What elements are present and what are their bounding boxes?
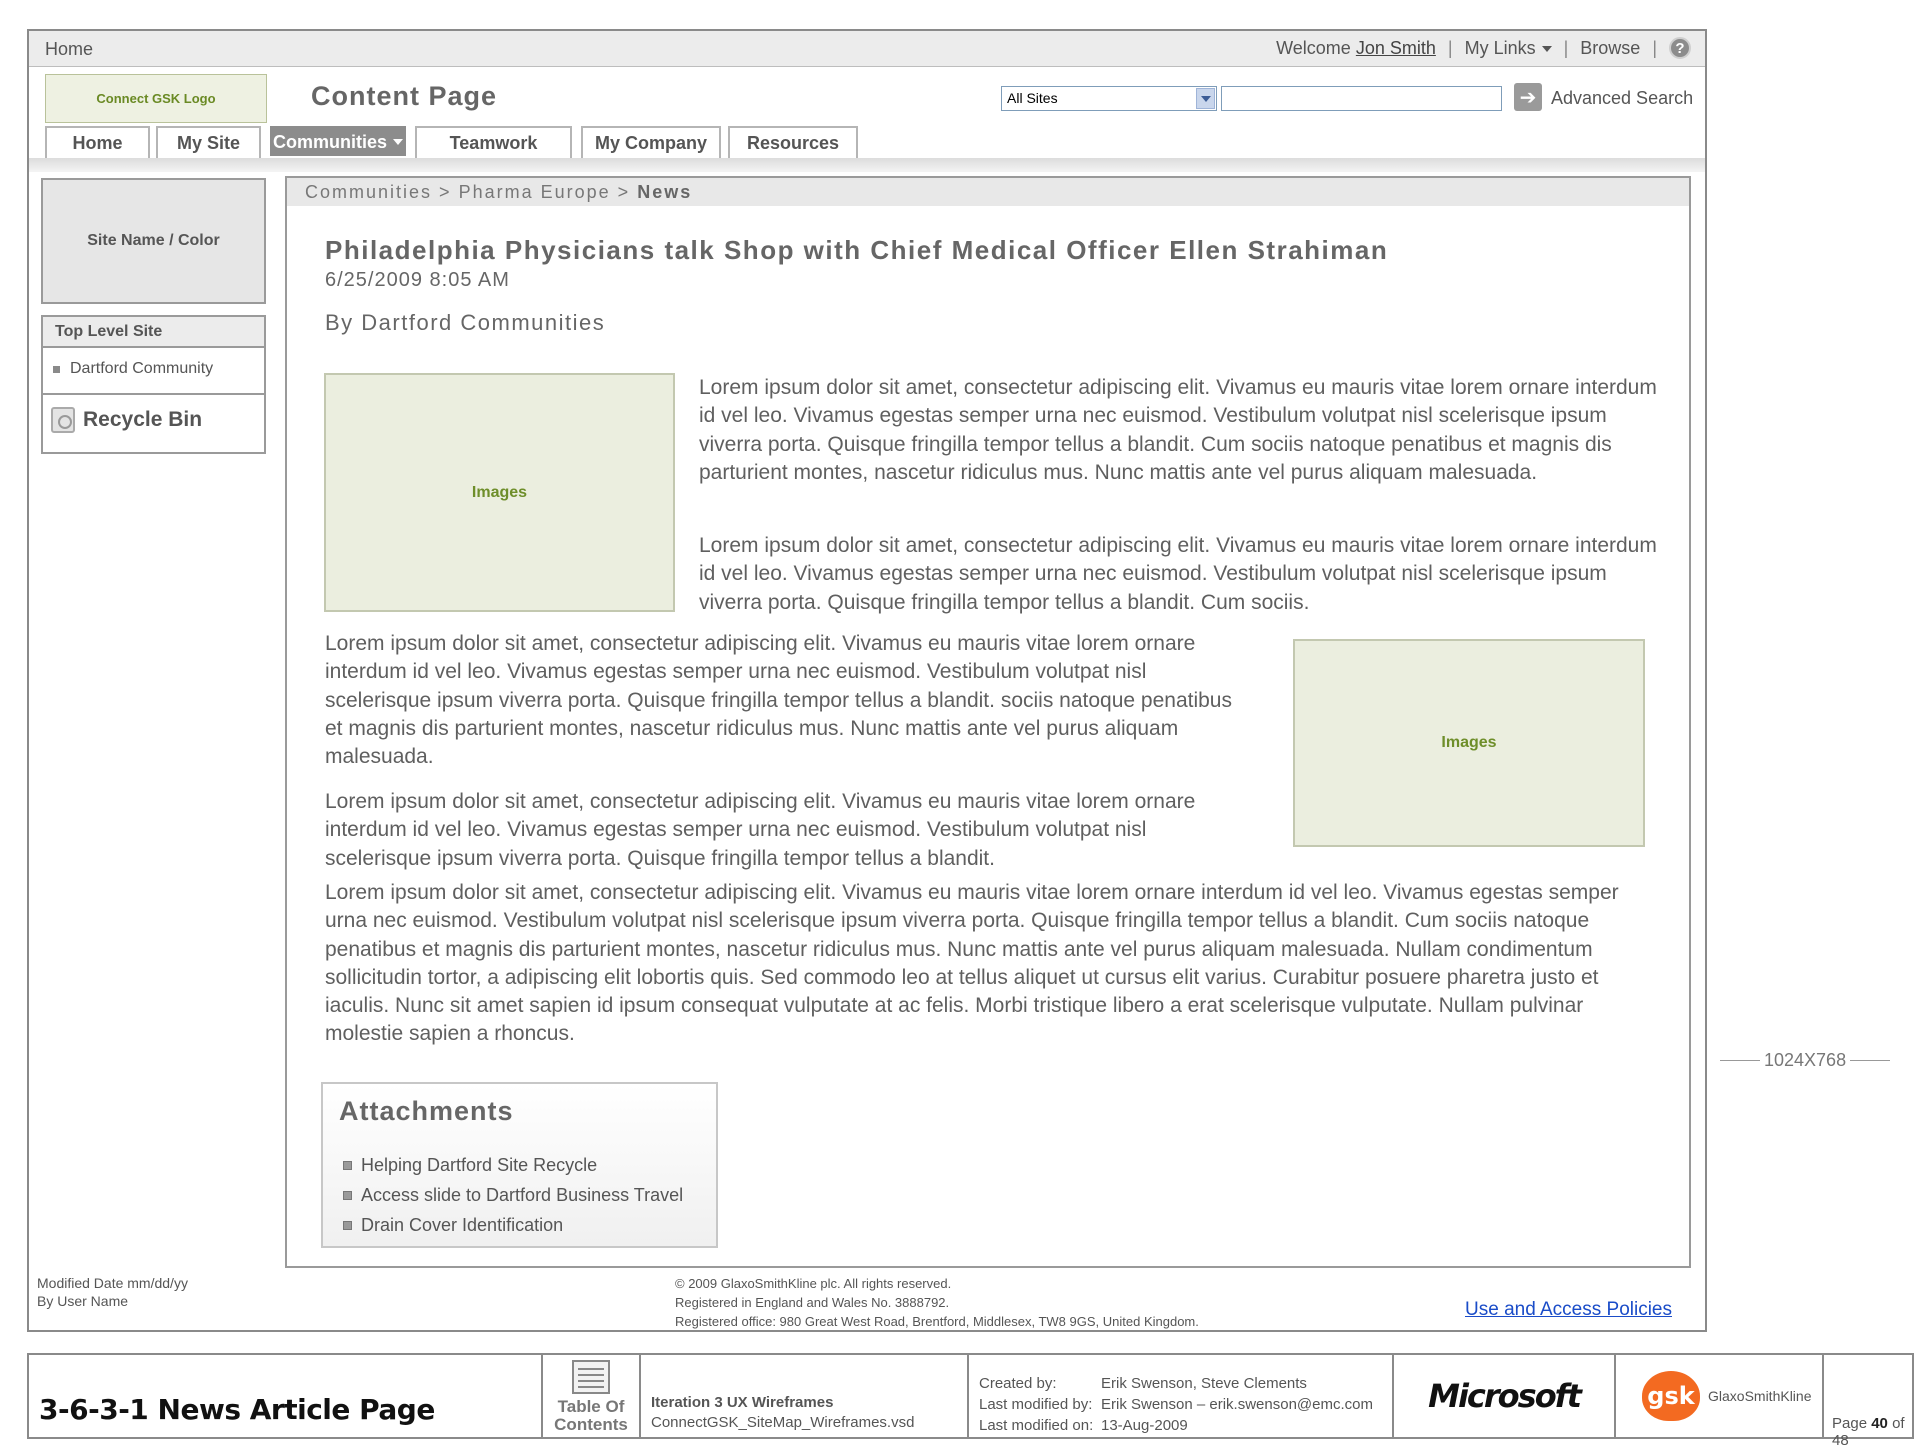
my-links-menu[interactable] (1465, 38, 1552, 59)
breadcrumb-current: News (637, 182, 693, 202)
tab-label: Home (72, 133, 123, 153)
article-paragraph-2: Lorem ipsum dolor sit amet, consectetur adipiscing elit. Vivamus eu mauris vitae lorem ornare interdum id vel leo. Vivamus egestas semper urna nec euismod. Vestibulum volutpat nisl scelerisque ipsum viverra porta. Quisque fringilla tempor tellus a blandit. Cum sociis. (699, 534, 1657, 614)
use-and-access-policies-link[interactable]: Use and Access Policies (1465, 1299, 1672, 1320)
divider (1850, 1060, 1890, 1061)
top-utility-bar (29, 31, 1705, 67)
separator: | (1652, 37, 1657, 58)
tab-label: My Site (176, 133, 241, 153)
article-paragraph-1: Lorem ipsum dolor sit amet, consectetur adipiscing elit. Vivamus eu mauris vitae lorem ornare interdum id vel leo. Vivamus egestas semper urna nec euismod. Vestibulum volutpat nisl scelerisque ipsum viverra porta. Quisque fringilla tempor tellus a blandit. Cum sociis natoque penatibus et magnis dis parturient montes, nascetur ridiculus mus. Nunc mattis ante vel purus aliquam malesuada. (699, 376, 1657, 484)
search-scope-select[interactable] (1001, 86, 1217, 111)
advanced-search-link[interactable]: Advanced Search (1551, 88, 1694, 108)
separator: | (1447, 37, 1453, 58)
my-links-label: My Links (1464, 37, 1536, 58)
bullet-icon (343, 1191, 352, 1200)
breadcrumb (287, 178, 1689, 206)
welcome-text (1276, 38, 1436, 59)
modified-by: By User Name (37, 1293, 129, 1309)
top-home-link[interactable]: Home (45, 39, 94, 59)
meta-value: Erik Swenson, Steve Clements (1101, 1375, 1307, 1392)
chevron-down-icon (1542, 46, 1552, 52)
gsk-logo-block (1616, 1355, 1824, 1437)
sidebar-item-label: Dartford Community (70, 360, 214, 377)
tab-my-site[interactable] (156, 126, 261, 159)
meta-key: Last modified by: (979, 1396, 1093, 1413)
resolution-annotation (1720, 1050, 1890, 1071)
iteration-info (641, 1355, 969, 1437)
meta-row (979, 1373, 1382, 1394)
iteration-label: Iteration 3 UX Wireframes (651, 1394, 834, 1411)
copyright-line: © 2009 GlaxoSmithKline plc. All rights reserved. (675, 1276, 952, 1291)
bullet-icon (53, 366, 60, 373)
site-name-block: Site Name / Color (41, 178, 266, 304)
help-icon[interactable]: ? (1669, 37, 1691, 59)
tab-home[interactable] (45, 126, 150, 159)
breadcrumb-pharma-europe[interactable]: Pharma Europe (458, 182, 611, 202)
dropdown-arrow-icon[interactable] (1196, 88, 1215, 109)
article-byline: By Dartford Communities (325, 310, 606, 335)
office-line: Registered office: 980 Great West Road, Brentford, Middlesex, TW8 9GS, United Kingdom. (675, 1314, 1199, 1329)
sidebar-item-dartford-community[interactable] (43, 348, 264, 395)
tab-resources[interactable] (728, 126, 858, 159)
table-of-contents-button[interactable] (543, 1355, 641, 1437)
breadcrumb-communities[interactable]: Communities (305, 182, 433, 202)
attachment-item[interactable] (343, 1180, 683, 1210)
sidebar-navigation (41, 315, 266, 454)
page-number (1824, 1355, 1914, 1447)
site-logo-placeholder[interactable]: Connect GSK Logo (45, 74, 267, 123)
recycle-bin-link[interactable] (43, 395, 264, 445)
attachments-panel (321, 1082, 718, 1248)
divider (1720, 1060, 1760, 1061)
tab-communities[interactable] (270, 126, 406, 156)
bullet-icon (343, 1221, 352, 1230)
resolution-label: 1024X768 (1764, 1050, 1847, 1070)
search-scope-value: All Sites (1007, 90, 1058, 106)
chevron-down-icon (393, 139, 403, 145)
search-go-icon[interactable]: ➔ (1514, 83, 1542, 111)
registered-line: Registered in England and Wales No. 3888792. (675, 1295, 950, 1310)
welcome-label: Welcome (1276, 37, 1351, 58)
article-image-1: Images (324, 373, 675, 612)
browse-link[interactable]: Browse (1580, 37, 1641, 58)
toc-label: Table Of Contents (554, 1397, 628, 1434)
nav-divider (29, 158, 1705, 172)
attachments-list (343, 1150, 683, 1240)
attachment-label: Helping Dartford Site Recycle (361, 1154, 598, 1175)
page-label: Page (1832, 1415, 1868, 1432)
page-current: 40 (1871, 1415, 1888, 1432)
page-name: 3-6-3-1 News Article Page (29, 1355, 543, 1437)
meta-row (979, 1415, 1382, 1436)
meta-key: Last modified on: (979, 1417, 1094, 1434)
sidebar-header[interactable]: Top Level Site (43, 317, 264, 348)
gsk-logo-icon: gsk (1642, 1371, 1700, 1421)
tab-teamwork[interactable] (415, 126, 572, 159)
page-total: of 48 (1832, 1415, 1905, 1447)
meta-key: Created by: (979, 1375, 1057, 1392)
tab-my-company[interactable] (581, 126, 721, 159)
title-block (27, 1353, 1914, 1447)
meta-value: Erik Swenson – erik.swenson@emc.com (1101, 1396, 1373, 1413)
attachments-heading: Attachments (339, 1096, 514, 1126)
breadcrumb-separator: > (439, 182, 452, 202)
top-utility-links (1276, 37, 1691, 59)
article-paragraph-4: Lorem ipsum dolor sit amet, consectetur adipiscing elit. Vivamus eu mauris vitae lorem ornare interdum id vel leo. Vivamus egestas semper urna nec euismod. Vestibulum volutpat nisl scelerisque ipsum viverra porta. Quisque fringilla tempor tellus a blandit. (325, 790, 1196, 870)
modified-date: Modified Date mm/dd/yy (37, 1275, 188, 1291)
microsoft-logo: Microsoft (1394, 1355, 1616, 1437)
tab-label: My Company (594, 133, 708, 153)
copyright-block (675, 1274, 1199, 1331)
table-of-contents-icon (572, 1360, 610, 1394)
attachment-label: Access slide to Dartford Business Travel (361, 1184, 684, 1205)
breadcrumb-separator: > (617, 182, 631, 202)
article-title: Philadelphia Physicians talk Shop with Chief Medical Officer Ellen Strahiman (325, 235, 1389, 265)
page-title: Content Page (311, 81, 498, 111)
document-metadata (969, 1355, 1394, 1437)
gsk-name: GlaxoSmithKline (1708, 1388, 1812, 1404)
article-date: 6/25/2009 8:05 AM (325, 269, 510, 291)
wireframe-frame (27, 29, 1707, 1332)
article-image-2: Images (1293, 639, 1645, 847)
attachment-item[interactable] (343, 1150, 683, 1180)
tab-label: Teamwork (449, 133, 538, 153)
user-name-link[interactable]: Jon Smith (1355, 37, 1436, 58)
attachment-item[interactable] (343, 1210, 683, 1240)
recycle-bin-icon (51, 407, 75, 433)
file-name: ConnectGSK_SiteMap_Wireframes.vsd (651, 1414, 915, 1431)
tab-label: Communities (272, 131, 387, 152)
tab-label: Resources (746, 133, 840, 153)
modified-info (37, 1274, 188, 1310)
meta-row (979, 1394, 1382, 1415)
meta-value: 13-Aug-2009 (1101, 1417, 1188, 1434)
separator: | (1563, 37, 1569, 58)
search-input[interactable] (1221, 86, 1502, 111)
article-paragraph-3: Lorem ipsum dolor sit amet, consectetur adipiscing elit. Vivamus eu mauris vitae lorem ornare interdum id vel leo. Vivamus egestas semper urna nec euismod. Vestibulum volutpat nisl scelerisque ipsum viverra porta. Quisque fringilla tempor tellus a blandit. sociis natoque penatibus et magnis dis parturient montes, nascetur ridiculus mus. Nunc mattis ante vel purus aliquam malesuada. (325, 632, 1232, 769)
main-content (285, 176, 1691, 1268)
article-paragraph-5: Lorem ipsum dolor sit amet, consectetur adipiscing elit. Vivamus eu mauris vitae lorem ornare interdum id vel leo. Vivamus egestas semper urna nec euismod. Vestibulum volutpat nisl scelerisque ipsum viverra porta. Quisque fringilla tempor tellus a blandit. Cum sociis natoque penatibus et magnis dis parturient montes, nascetur ridiculus mus. Nunc mattis ante vel purus aliquam malesuada. Nullam condimentum sollicitudin tortor, a adipiscing elit lobortis quis. Sed commodo leo at tellus aliquet ut cursus elit varius. Curabitur posuere pharetra justo et iaculis. Nunc sit amet sapien id ipsum consequat vulputate at ac felis. Morbi tristique libero a erat scelerisque vulputate. Nullam pulvinar molestie sapien a rhoncus. (325, 881, 1619, 1046)
attachment-label: Drain Cover Identification (361, 1214, 564, 1235)
bullet-icon (343, 1161, 352, 1170)
recycle-bin-label: Recycle Bin (83, 408, 203, 431)
